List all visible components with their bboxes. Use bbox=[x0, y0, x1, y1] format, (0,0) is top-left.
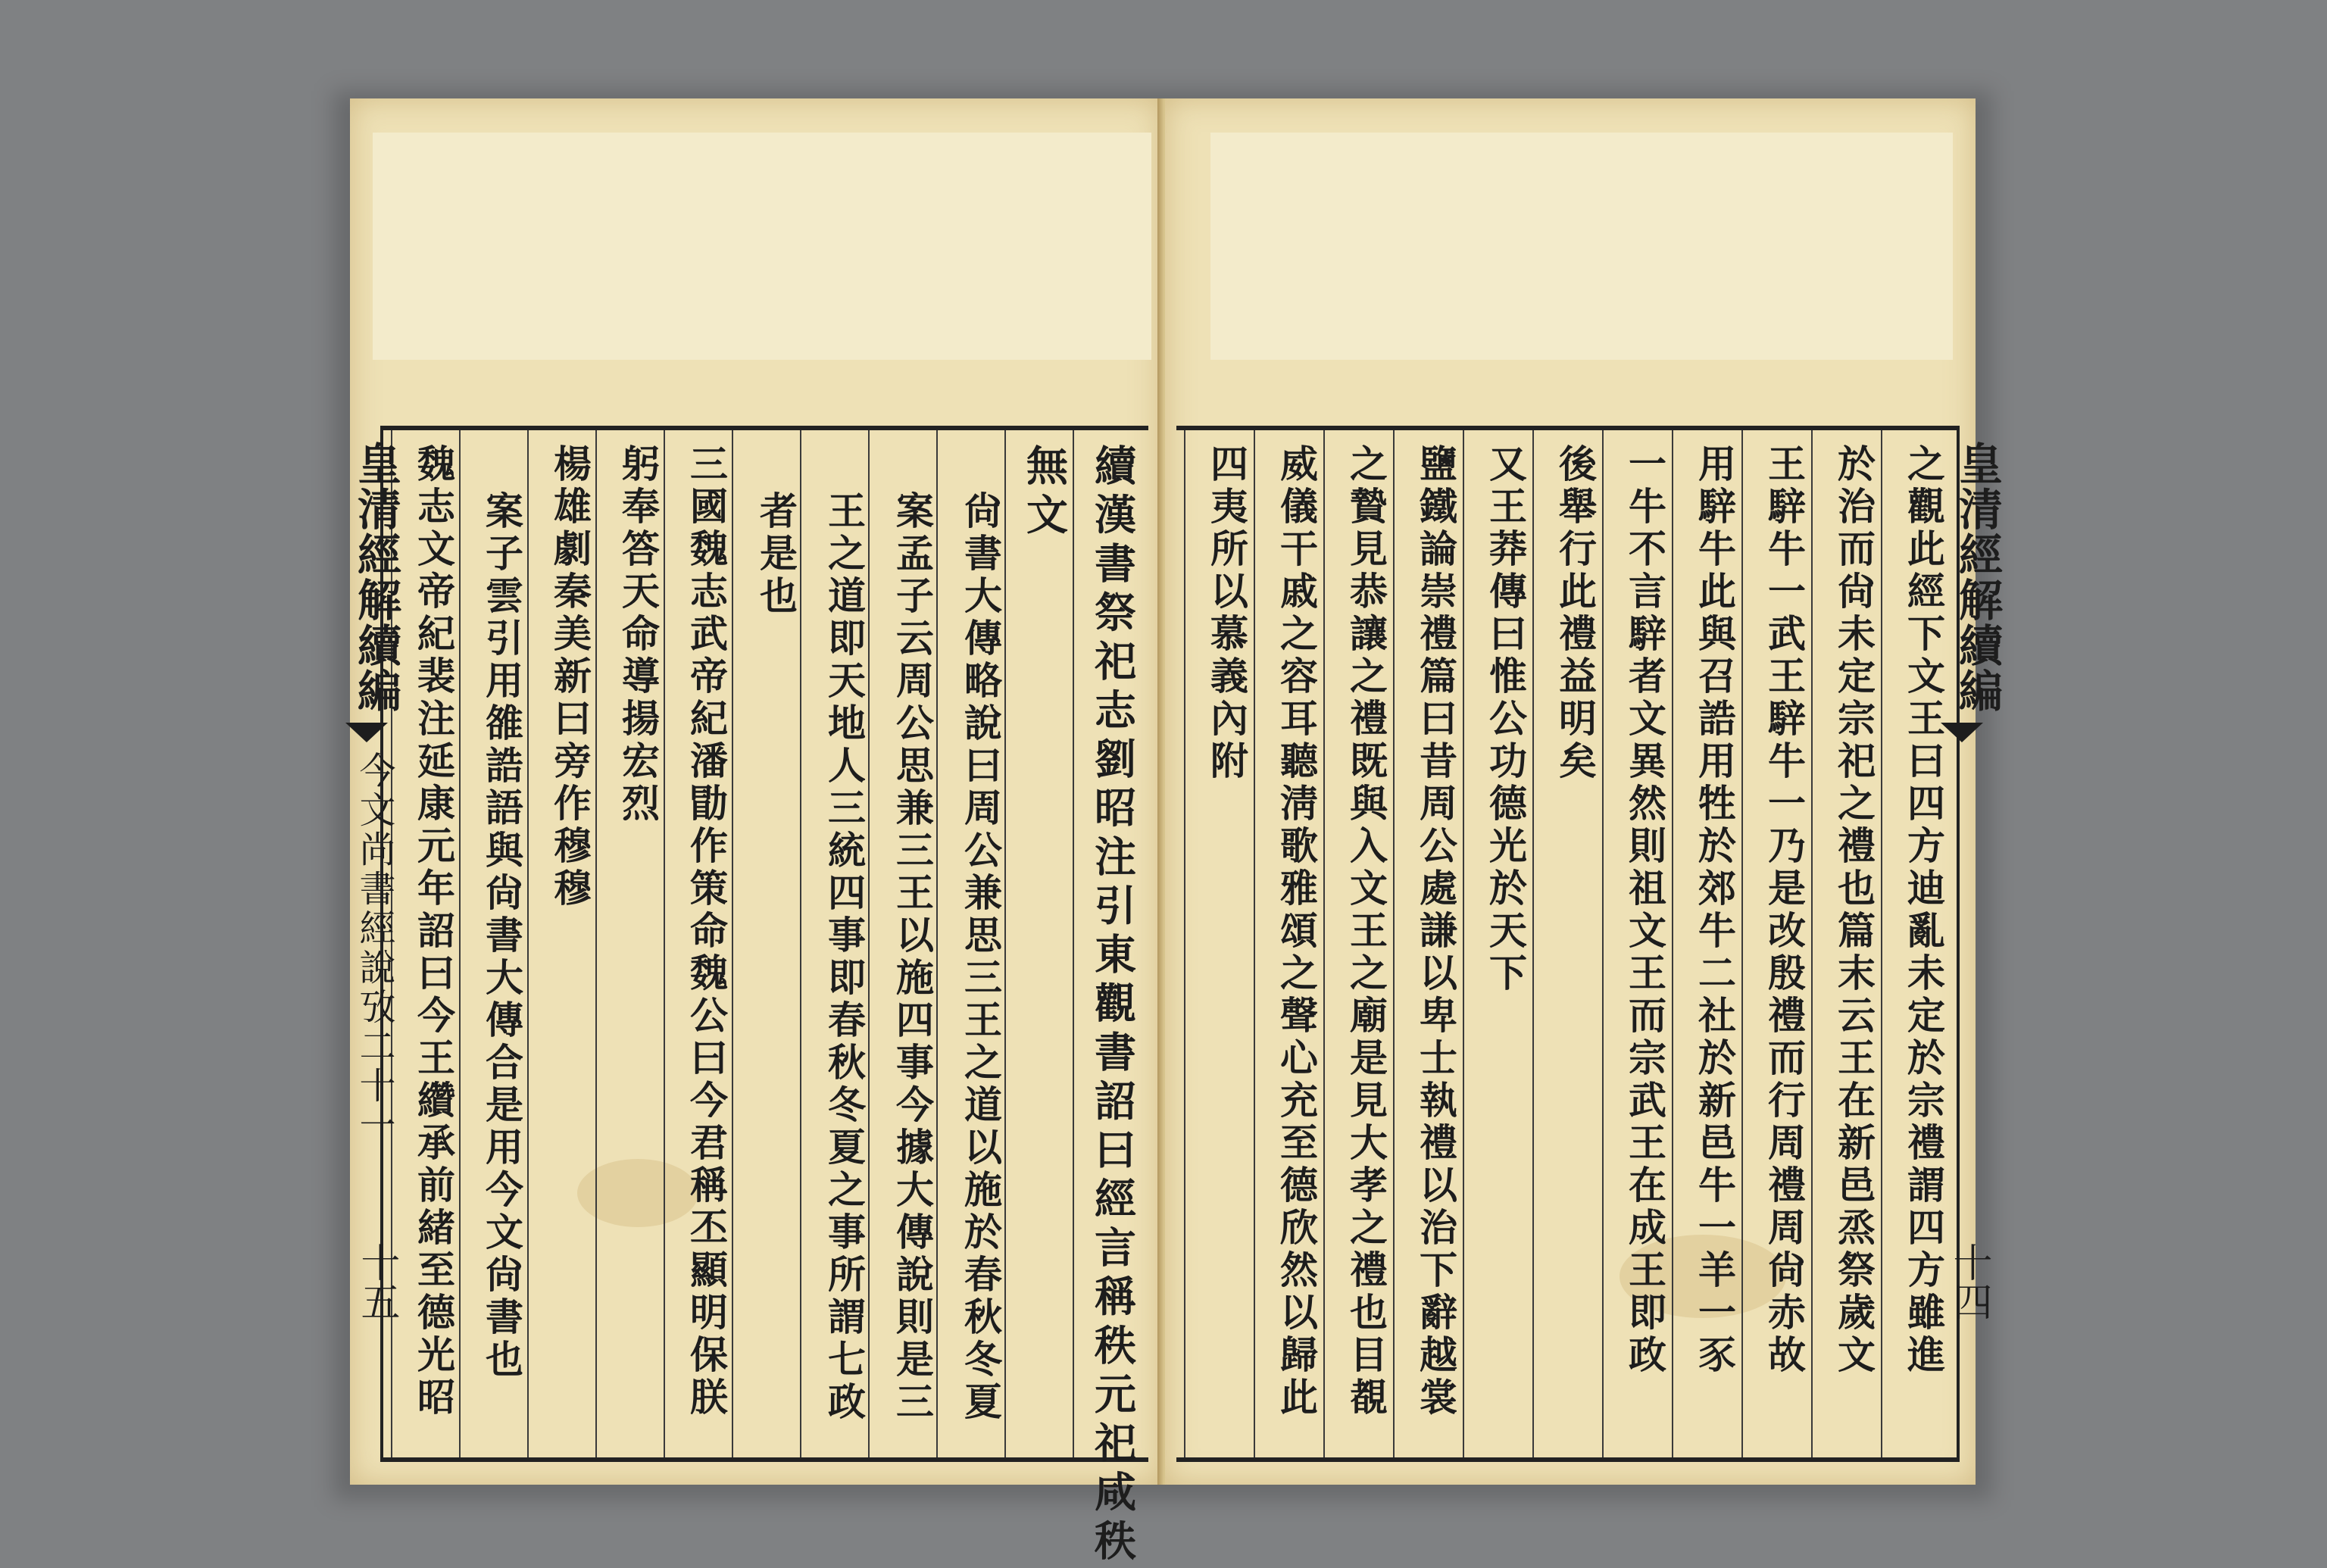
right-column-7 bbox=[1463, 430, 1532, 1457]
right-column-8 bbox=[1393, 430, 1463, 1457]
fishtail-mark bbox=[345, 723, 388, 742]
right-column-9 bbox=[1323, 430, 1393, 1457]
right-column-7-text: 又王莽傳曰惟公功德光於天下 bbox=[1483, 444, 1528, 995]
right-column-2-text: 於治而尙未定宗祀之禮也篇末云王在新邑烝祭歲文 bbox=[1832, 444, 1876, 1377]
right-column-10 bbox=[1254, 430, 1323, 1457]
right-text-block bbox=[1176, 426, 1960, 1462]
left-column-2-text: 無文 bbox=[1020, 444, 1069, 542]
left-column-8-text: 躬奉答天命導揚宏烈 bbox=[616, 444, 661, 826]
right-column-3 bbox=[1741, 430, 1811, 1457]
left-text-block bbox=[380, 426, 1148, 1568]
left-column-4 bbox=[868, 430, 936, 1457]
right-column-1-text: 之觀此經下文王曰四方迪亂未定於宗禮謂四方雖進 bbox=[1901, 444, 1946, 1377]
right-page-top-margin bbox=[1210, 133, 1953, 360]
left-banxin-section: 今文尚書經說攷二十一 bbox=[353, 751, 395, 1145]
left-column-5-text: 王之道即天地人三統四事即春秋冬夏之事所謂七政 bbox=[822, 491, 867, 1424]
left-column-7-text: 三國魏志武帝紀潘勖作策命魏公曰今君稱丕顯明保朕 bbox=[684, 444, 729, 1420]
left-column-7 bbox=[664, 430, 732, 1457]
left-column-8 bbox=[595, 430, 664, 1457]
right-column-4-text: 用騂牛此與召誥用牲於郊牛二社於新邑牛一羊一豕 bbox=[1692, 444, 1737, 1377]
right-column-5-text: 一牛不言騂者文異然則祖文王而宗武王在成王即政 bbox=[1623, 444, 1667, 1377]
left-column-2 bbox=[1004, 430, 1073, 1457]
right-banxin-title: 皇清經解續編 bbox=[1951, 441, 2003, 714]
right-column-11-text: 四夷所以慕義內附 bbox=[1204, 444, 1249, 783]
left-banxin bbox=[350, 426, 401, 1453]
left-column-10-text: 案子雲引用雒誥語與尙書大傳合是用今文尙書也 bbox=[479, 491, 524, 1382]
right-page bbox=[1165, 98, 2003, 1485]
left-column-3-text: 尙書大傳略說曰周公兼思三王之道以施於春秋冬夏 bbox=[958, 491, 1003, 1424]
left-column-1-text: 續漢書祭祀志劉昭注引東觀書詔曰經言稱秩元祀咸秩 bbox=[1088, 444, 1137, 1568]
right-column-6 bbox=[1532, 430, 1602, 1457]
fishtail-mark bbox=[1941, 723, 1983, 742]
right-column-2 bbox=[1811, 430, 1881, 1457]
left-column-6 bbox=[732, 430, 800, 1457]
left-folio-number: 十五 bbox=[354, 1242, 399, 1321]
right-column-3-text: 王騂牛一武王騂牛一乃是改殷禮而行周禮周尙赤故 bbox=[1762, 444, 1807, 1377]
right-column-11 bbox=[1184, 430, 1254, 1457]
left-page-top-margin bbox=[373, 133, 1151, 360]
left-column-5 bbox=[800, 430, 868, 1457]
left-column-1 bbox=[1073, 430, 1145, 1568]
left-column-9-text: 楊雄劇秦美新曰旁作穆穆 bbox=[548, 444, 592, 911]
left-column-11-text: 魏志文帝紀裴注延康元年詔曰今王纘承前緒至德光昭 bbox=[411, 444, 456, 1420]
left-banxin-title: 皇清經解續編 bbox=[350, 441, 401, 714]
right-column-10-text: 威儀干戚之容耳聽淸歌雅頌之聲心充至德欣然以歸此 bbox=[1274, 444, 1319, 1420]
left-column-6-text: 者是也 bbox=[754, 491, 798, 618]
right-column-9-text: 之贄見恭讓之禮既與入文王之廟是見大孝之禮也目覩 bbox=[1344, 444, 1388, 1420]
left-column-10 bbox=[459, 430, 527, 1457]
left-column-3 bbox=[936, 430, 1004, 1457]
left-column-4-text: 案孟子云周公思兼三王以施四事今據大傳說則是三 bbox=[890, 491, 935, 1424]
left-column-9 bbox=[527, 430, 595, 1457]
left-page bbox=[350, 98, 1160, 1568]
right-column-6-text: 後舉行此禮益明矣 bbox=[1553, 444, 1598, 783]
right-column-8-text: 鹽鐵論崇禮篇曰昔周公處謙以卑士執禮以治下辭越裳 bbox=[1413, 444, 1458, 1420]
right-folio-number: 十四 bbox=[1946, 1242, 1991, 1321]
right-banxin bbox=[1945, 426, 2003, 1453]
right-column-5 bbox=[1602, 430, 1672, 1457]
right-column-4 bbox=[1672, 430, 1741, 1457]
